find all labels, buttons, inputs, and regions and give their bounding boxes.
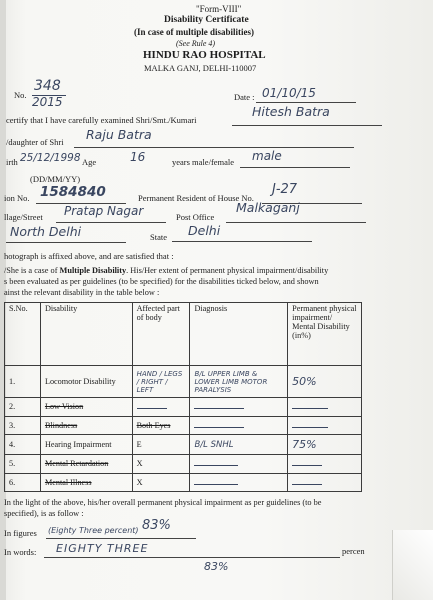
table-row [5, 455, 362, 474]
post-office-value: Malkaganj [236, 200, 300, 215]
street-line [56, 222, 166, 223]
years-sex-label: years male/female [172, 157, 235, 167]
certify-text: certify that I have carefully examined Shri/Smt./Kumari [6, 115, 197, 125]
header-impairment: Permanent physical impairment/ Mental Disability (in%) [288, 303, 362, 366]
photograph-text: hotograph is affixed above, and are satisfied that : [4, 251, 174, 261]
header-disability: Disability [40, 303, 132, 366]
sex-value: male [252, 149, 282, 163]
row-5-diagnosis [190, 455, 288, 474]
birth-label: irth [6, 157, 18, 167]
birth-date: 25/12/1998 [20, 152, 81, 164]
registration-number: 1584840 [40, 184, 106, 200]
row-5-sno: 5. [5, 455, 41, 474]
conclusion-line-2: specified), is as follow : [4, 509, 84, 518]
words-value: EIGHTY THREE [56, 542, 149, 555]
district-line [6, 242, 126, 243]
header-diagnosis: Diagnosis [190, 303, 288, 366]
date-line [256, 102, 356, 103]
name-line [232, 125, 382, 126]
row-4-part: E [132, 435, 190, 455]
resident-label: Permanent Resident of House No. [138, 193, 254, 203]
intro-line-3: ainst the relevant disability in the table below : [4, 288, 160, 297]
district-value: North Delhi [10, 224, 82, 239]
row-2-part [132, 398, 190, 417]
figures-label: In figures [4, 528, 37, 538]
row-6-diagnosis [190, 473, 288, 492]
father-line [74, 147, 354, 148]
certificate-subtitle: (In case of multiple disabilities) [134, 27, 255, 37]
figures-handwritten: (Eighty Three percent) [48, 526, 139, 535]
bottom-percentage: 83% [204, 560, 229, 573]
rule-reference: (See Rule 4) [176, 39, 216, 48]
percent-label: percen [342, 546, 365, 556]
row-6-sno: 6. [5, 473, 41, 492]
header-sno: S.No. [5, 303, 41, 366]
state-value: Delhi [188, 223, 221, 238]
date-label: Date : [234, 92, 255, 102]
figures-line [46, 538, 196, 539]
disability-table [4, 302, 362, 492]
row-4-diagnosis: B/L SNHL [190, 435, 288, 455]
post-office-label: Post Office [176, 212, 215, 222]
form-label: "Form-VIII" [196, 4, 242, 14]
certificate-title: Disability Certificate [164, 15, 249, 25]
row-3-part: Both Eyes [132, 416, 190, 435]
row-6-disability: Mental Illness [40, 473, 132, 492]
dob-format: (DD/MM/YY) [30, 174, 81, 184]
street-label: llage/Street [4, 212, 43, 222]
table-row [5, 473, 362, 492]
street-value: Pratap Nagar [64, 204, 144, 218]
header-affected-part: Affected part of body [132, 303, 190, 366]
registration-label: ion No. [4, 193, 30, 203]
words-line [44, 557, 340, 558]
hospital-address: MALKA GANJ, DELHI-110007 [144, 63, 257, 73]
row-4-impairment: 75% [288, 435, 362, 455]
table-row [5, 435, 362, 455]
row-4-sno: 4. [5, 435, 41, 455]
intro-line-2: s been evaluated as per guidelines (to be specified) for the disabilities ticked below, and shown [4, 277, 319, 286]
row-1-impairment: 50% [288, 366, 362, 398]
father-name: Raju Batra [86, 127, 152, 142]
row-1-diagnosis: B/L UPPER LIMB & LOWER LIMB MOTOR PARALYSIS [190, 366, 288, 398]
row-2-sno: 2. [5, 398, 41, 417]
row-5-disability: Mental Retardation [40, 455, 132, 474]
sex-line [240, 167, 350, 168]
row-6-impairment [288, 473, 362, 492]
post-office-line [226, 222, 366, 223]
row-1-disability: Locomotor Disability [40, 366, 132, 398]
row-2-impairment [288, 398, 362, 417]
state-line [172, 241, 312, 242]
row-5-impairment [288, 455, 362, 474]
intro-multiple-disability: Multiple Disability [59, 266, 127, 275]
row-2-diagnosis [190, 398, 288, 417]
intro-text-c: . His/Her extent of permanent physical impairment/disability [126, 266, 329, 275]
intro-line-1 [4, 266, 328, 275]
house-number: J-27 [272, 182, 298, 197]
date-value: 01/10/15 [262, 86, 316, 100]
age-value: 16 [130, 150, 146, 164]
age-label: Age [82, 157, 97, 167]
hospital-name: HINDU RAO HOSPITAL [143, 49, 266, 61]
row-3-impairment [288, 416, 362, 435]
cert-no-label: No. [14, 90, 27, 100]
row-3-diagnosis [190, 416, 288, 435]
words-label: In words: [4, 547, 37, 557]
table-row [5, 398, 362, 417]
intro-text-a: /She is a case of [4, 266, 60, 275]
figures-value: 83% [142, 518, 171, 533]
row-1-part: HAND / LEGS / RIGHT / LEFT [132, 366, 190, 398]
father-label: /daughter of Shri [6, 137, 64, 147]
row-6-part: X [132, 473, 190, 492]
row-3-sno: 3. [5, 416, 41, 435]
table-row [5, 366, 362, 398]
table-row [5, 416, 362, 435]
table-header-row [5, 303, 362, 366]
paper-corner [392, 530, 433, 600]
cert-no-value: 348 [34, 78, 61, 94]
patient-name: Hitesh Batra [252, 104, 330, 119]
state-label: State [150, 232, 167, 242]
row-5-part: X [132, 455, 190, 474]
row-4-disability: Hearing Impairment [40, 435, 132, 455]
row-2-disability: Low Vision [40, 398, 132, 417]
conclusion-line-1: In the light of the above, his/her overall permanent physical impairment as per guidelines (to be [4, 498, 322, 507]
cert-no-year: 2015 [32, 95, 63, 109]
row-3-disability: Blindness [40, 416, 132, 435]
row-1-sno: 1. [5, 366, 41, 398]
